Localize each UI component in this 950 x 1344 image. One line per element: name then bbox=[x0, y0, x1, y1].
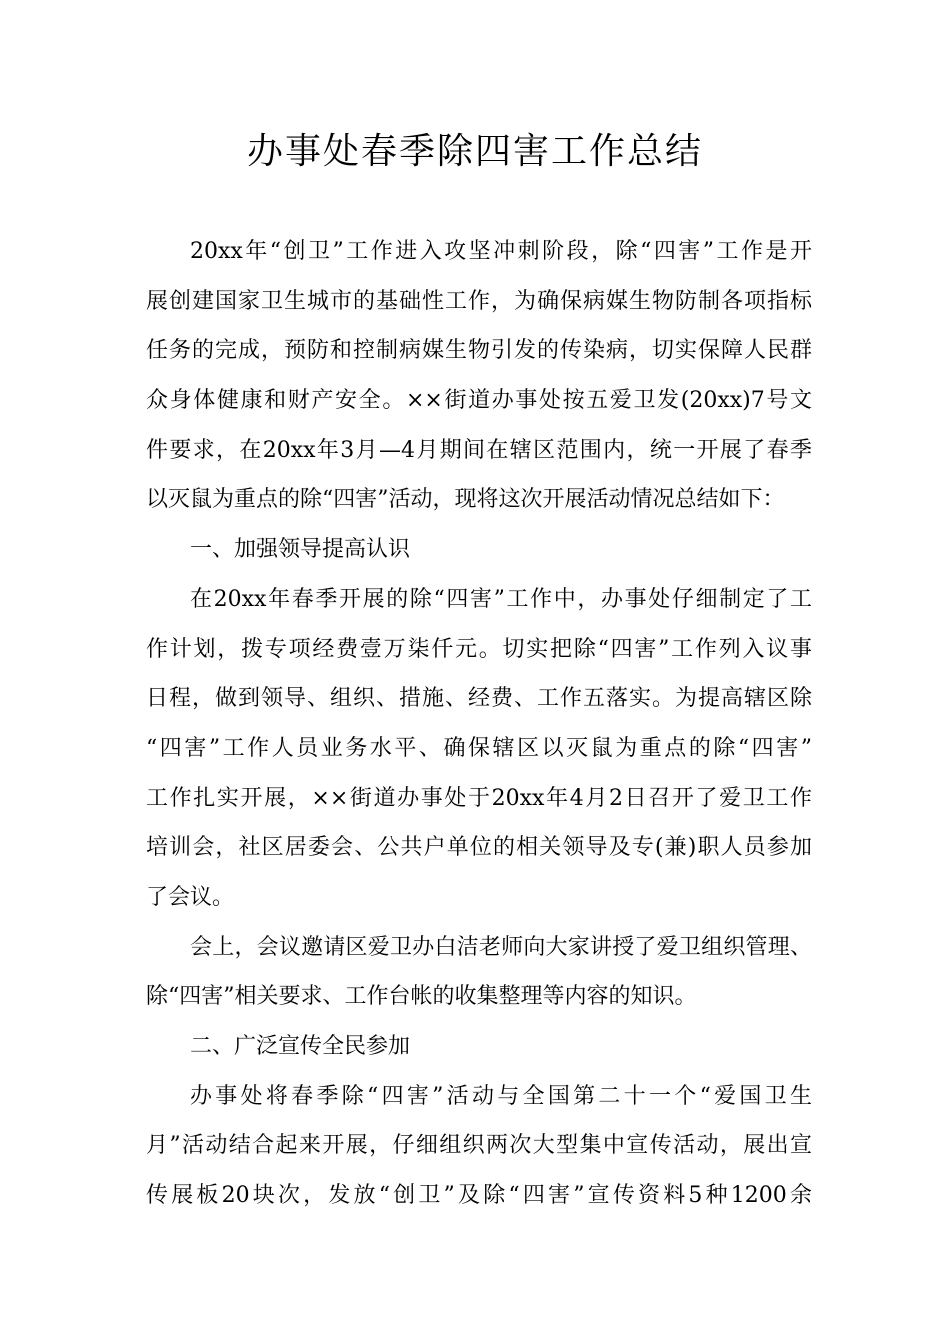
body-line: 任务的完成，预防和控制病媒生物引发的传染病，切实保障人民群 bbox=[146, 338, 812, 364]
body-line: 日程，做到领导、组织、措施、经费、工作五落实。为提高辖区除 bbox=[146, 686, 812, 712]
body-line: 件要求，在20xx年3月—4月期间在辖区范围内，统一开展了春季 bbox=[146, 437, 812, 463]
body-line: 月”活动结合起来开展，仔细组织两次大型集中宣传活动，展出宣 bbox=[146, 1133, 812, 1159]
body-line: 展创建国家卫生城市的基础性工作，为确保病媒生物防制各项指标 bbox=[146, 288, 812, 314]
body-line: 工作扎实开展，××街道办事处于20xx年4月2日召开了爱卫工作 bbox=[146, 785, 812, 811]
document-body bbox=[146, 227, 812, 1221]
body-line: 除“四害”相关要求、工作台帐的收集整理等内容的知识。 bbox=[146, 984, 697, 1010]
body-line: 了会议。 bbox=[146, 884, 235, 910]
body-line: 众身体健康和财产安全。××街道办事处按五爱卫发(20xx)7号文 bbox=[146, 388, 812, 414]
document-title: 办事处春季除四害工作总结 bbox=[246, 131, 703, 172]
body-line: 以灭鼠为重点的除“四害”活动，现将这次开展活动情况总结如下： bbox=[146, 487, 785, 513]
body-line: “四害”工作人员业务水平、确保辖区以灭鼠为重点的除“四害” bbox=[146, 735, 812, 761]
body-line: 会上，会议邀请区爱卫办白洁老师向大家讲授了爱卫组织管理、 bbox=[190, 934, 812, 960]
body-line: 在20xx年春季开展的除“四害”工作中，办事处仔细制定了工 bbox=[190, 586, 812, 612]
body-line: 传展板20块次，发放“创卫”及除“四害”宣传资料5种1200余 bbox=[146, 1183, 812, 1209]
body-line: 一、加强领导提高认识 bbox=[190, 537, 411, 563]
body-line: 20xx年“创卫”工作进入攻坚冲刺阶段，除“四害”工作是开 bbox=[190, 239, 812, 264]
body-line: 二、广泛宣传全民参加 bbox=[190, 1034, 411, 1059]
body-line: 作计划，拨专项经费壹万柒仟元。切实把除“四害”工作列入议事 bbox=[146, 636, 812, 662]
body-line: 培训会，社区居委会、公共户单位的相关领导及专(兼)职人员参加 bbox=[146, 835, 812, 861]
body-line: 办事处将春季除“四害”活动与全国第二十一个“爱国卫生 bbox=[190, 1083, 812, 1109]
